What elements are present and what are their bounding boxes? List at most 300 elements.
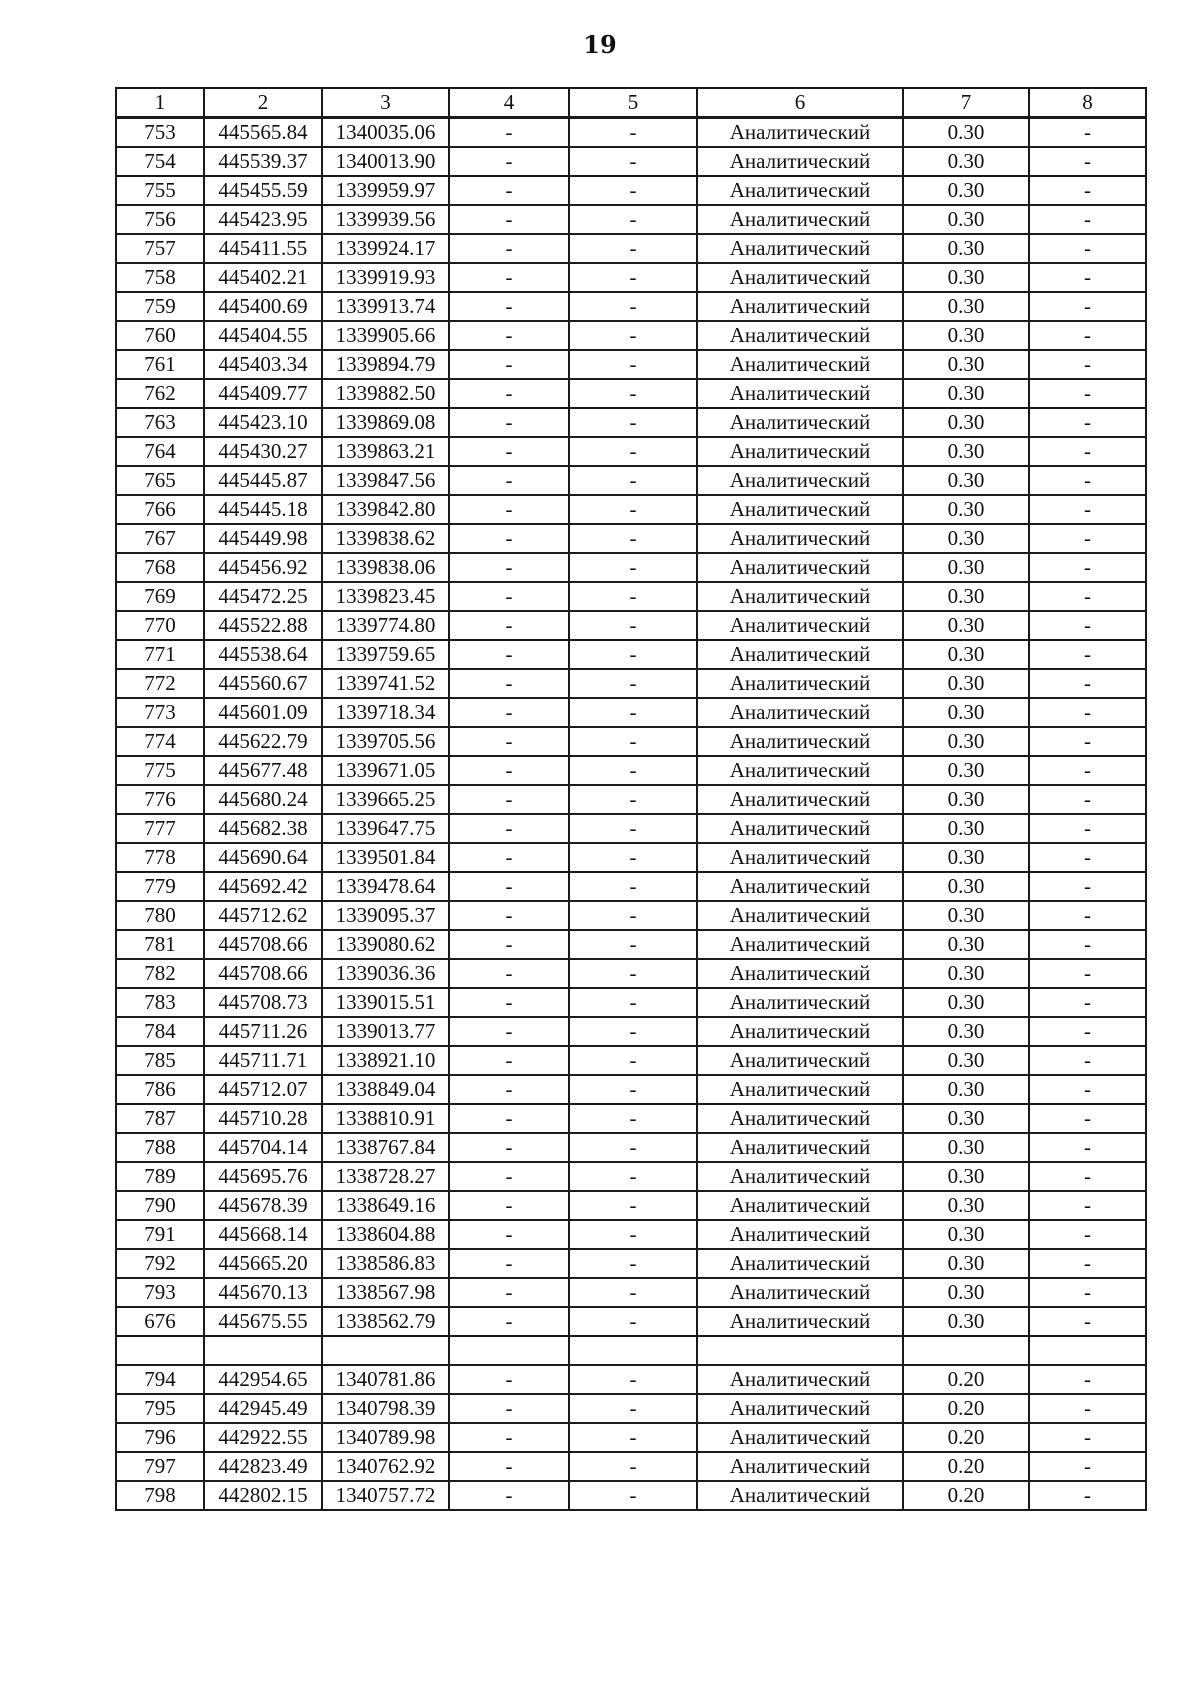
- col-4-cell: -: [449, 466, 569, 495]
- accuracy-cell: 0.20: [903, 1452, 1029, 1481]
- method-cell: Аналитический: [697, 147, 903, 176]
- col-8-cell: -: [1029, 756, 1146, 785]
- point-number: 789: [116, 1162, 204, 1191]
- accuracy-cell: 0.30: [903, 814, 1029, 843]
- coord-y: 1339036.36: [322, 959, 449, 988]
- coord-x: 445708.73: [204, 988, 322, 1017]
- coord-y: 1339478.64: [322, 872, 449, 901]
- accuracy-cell: 0.30: [903, 234, 1029, 263]
- table-row: [116, 1278, 1146, 1307]
- method-cell: Аналитический: [697, 1278, 903, 1307]
- col-4-cell: -: [449, 321, 569, 350]
- method-cell: Аналитический: [697, 930, 903, 959]
- table-row: [116, 553, 1146, 582]
- col-5-cell: [569, 1336, 697, 1365]
- point-number: 759: [116, 292, 204, 321]
- coord-x: 445692.42: [204, 872, 322, 901]
- coord-y: 1338849.04: [322, 1075, 449, 1104]
- col-4-cell: -: [449, 118, 569, 148]
- col-8-cell: -: [1029, 1365, 1146, 1394]
- accuracy-cell: 0.30: [903, 1046, 1029, 1075]
- accuracy-cell: 0.30: [903, 901, 1029, 930]
- col-4-cell: -: [449, 843, 569, 872]
- col-4-cell: -: [449, 814, 569, 843]
- point-number: 773: [116, 698, 204, 727]
- col-5-cell: -: [569, 205, 697, 234]
- coord-y: 1339080.62: [322, 930, 449, 959]
- col-8-cell: -: [1029, 1133, 1146, 1162]
- point-number: 676: [116, 1307, 204, 1336]
- table-row: [116, 872, 1146, 901]
- col-4-cell: -: [449, 176, 569, 205]
- col-4-cell: -: [449, 437, 569, 466]
- col-5-cell: -: [569, 321, 697, 350]
- col-5-cell: -: [569, 1307, 697, 1336]
- col-4-cell: -: [449, 901, 569, 930]
- accuracy-cell: 0.30: [903, 785, 1029, 814]
- col-5-cell: -: [569, 1162, 697, 1191]
- coord-x: 445560.67: [204, 669, 322, 698]
- method-cell: Аналитический: [697, 1220, 903, 1249]
- coord-x: 445430.27: [204, 437, 322, 466]
- point-number: [116, 1336, 204, 1365]
- col-8-cell: -: [1029, 727, 1146, 756]
- method-cell: Аналитический: [697, 1452, 903, 1481]
- col-5-cell: -: [569, 930, 697, 959]
- coord-y: 1338810.91: [322, 1104, 449, 1133]
- col-4-cell: -: [449, 263, 569, 292]
- method-cell: Аналитический: [697, 466, 903, 495]
- accuracy-cell: 0.30: [903, 611, 1029, 640]
- table-row: [116, 611, 1146, 640]
- coord-y: 1339863.21: [322, 437, 449, 466]
- col-5-cell: -: [569, 147, 697, 176]
- col-8-cell: -: [1029, 843, 1146, 872]
- point-number: 771: [116, 640, 204, 669]
- accuracy-cell: 0.30: [903, 437, 1029, 466]
- accuracy-cell: 0.30: [903, 118, 1029, 148]
- method-cell: Аналитический: [697, 785, 903, 814]
- col-5-cell: -: [569, 379, 697, 408]
- point-number: 796: [116, 1423, 204, 1452]
- table-row: [116, 1220, 1146, 1249]
- col-8-cell: -: [1029, 814, 1146, 843]
- col-4-cell: -: [449, 669, 569, 698]
- table-row: [116, 1481, 1146, 1510]
- method-cell: Аналитический: [697, 292, 903, 321]
- table-row: [116, 205, 1146, 234]
- table-row: [116, 1423, 1146, 1452]
- table-row: [116, 1133, 1146, 1162]
- col-4-cell: -: [449, 553, 569, 582]
- col-5-cell: -: [569, 350, 697, 379]
- method-cell: Аналитический: [697, 1365, 903, 1394]
- table-row: [116, 785, 1146, 814]
- coord-y: 1340035.06: [322, 118, 449, 148]
- table-row: [116, 1075, 1146, 1104]
- col-5-cell: -: [569, 1481, 697, 1510]
- method-cell: Аналитический: [697, 901, 903, 930]
- coord-y: 1340762.92: [322, 1452, 449, 1481]
- coord-x: 445711.71: [204, 1046, 322, 1075]
- coord-x: 445670.13: [204, 1278, 322, 1307]
- table-row: [116, 640, 1146, 669]
- coord-x: 442922.55: [204, 1423, 322, 1452]
- accuracy-cell: 0.30: [903, 350, 1029, 379]
- point-number: 783: [116, 988, 204, 1017]
- coord-x: 445708.66: [204, 959, 322, 988]
- table-row: [116, 147, 1146, 176]
- accuracy-cell: 0.30: [903, 988, 1029, 1017]
- coord-x: 445668.14: [204, 1220, 322, 1249]
- coord-x: 445445.87: [204, 466, 322, 495]
- coord-x: 445678.39: [204, 1191, 322, 1220]
- col-8-cell: -: [1029, 1423, 1146, 1452]
- coord-y: 1340757.72: [322, 1481, 449, 1510]
- method-cell: Аналитический: [697, 205, 903, 234]
- col-8-cell: -: [1029, 292, 1146, 321]
- col-4-cell: -: [449, 872, 569, 901]
- accuracy-cell: 0.30: [903, 843, 1029, 872]
- method-cell: Аналитический: [697, 379, 903, 408]
- coord-x: 442945.49: [204, 1394, 322, 1423]
- table-row: [116, 1046, 1146, 1075]
- col-5-cell: -: [569, 176, 697, 205]
- col-4-cell: -: [449, 959, 569, 988]
- point-number: 779: [116, 872, 204, 901]
- method-cell: Аналитический: [697, 176, 903, 205]
- coord-x: 445601.09: [204, 698, 322, 727]
- col-5-cell: -: [569, 640, 697, 669]
- method-cell: Аналитический: [697, 1423, 903, 1452]
- table-row: [116, 698, 1146, 727]
- col-8-cell: -: [1029, 437, 1146, 466]
- table-row: [116, 263, 1146, 292]
- accuracy-cell: 0.30: [903, 466, 1029, 495]
- method-cell: Аналитический: [697, 524, 903, 553]
- accuracy-cell: 0.30: [903, 408, 1029, 437]
- point-number: 757: [116, 234, 204, 263]
- point-number: 778: [116, 843, 204, 872]
- method-cell: Аналитический: [697, 408, 903, 437]
- coord-x: 445677.48: [204, 756, 322, 785]
- col-8-cell: -: [1029, 988, 1146, 1017]
- point-number: 782: [116, 959, 204, 988]
- coord-x: 442954.65: [204, 1365, 322, 1394]
- method-cell: Аналитический: [697, 1191, 903, 1220]
- col-5-cell: -: [569, 437, 697, 466]
- col-4-cell: -: [449, 234, 569, 263]
- col-4-cell: -: [449, 524, 569, 553]
- col-4-cell: -: [449, 1133, 569, 1162]
- col-8-cell: -: [1029, 1191, 1146, 1220]
- accuracy-cell: 0.30: [903, 669, 1029, 698]
- coord-x: [204, 1336, 322, 1365]
- point-number: 780: [116, 901, 204, 930]
- point-number: 761: [116, 350, 204, 379]
- method-cell: Аналитический: [697, 234, 903, 263]
- col-5-cell: -: [569, 263, 697, 292]
- coord-x: 442802.15: [204, 1481, 322, 1510]
- table-body: [116, 118, 1146, 1511]
- accuracy-cell: 0.30: [903, 1104, 1029, 1133]
- coord-y: 1339959.97: [322, 176, 449, 205]
- col-5-cell: -: [569, 553, 697, 582]
- accuracy-cell: 0.30: [903, 321, 1029, 350]
- coord-y: 1339838.62: [322, 524, 449, 553]
- method-cell: Аналитический: [697, 1249, 903, 1278]
- col-4-cell: -: [449, 1365, 569, 1394]
- accuracy-cell: 0.30: [903, 176, 1029, 205]
- col-5-cell: -: [569, 495, 697, 524]
- coord-x: 445695.76: [204, 1162, 322, 1191]
- coord-x: 445455.59: [204, 176, 322, 205]
- col-5-cell: -: [569, 1394, 697, 1423]
- table-header: [116, 88, 1146, 118]
- col-4-cell: -: [449, 988, 569, 1017]
- coord-y: 1339919.93: [322, 263, 449, 292]
- method-cell: Аналитический: [697, 118, 903, 148]
- method-cell: Аналитический: [697, 611, 903, 640]
- col-5-cell: -: [569, 524, 697, 553]
- column-header: 1: [116, 88, 204, 118]
- accuracy-cell: 0.30: [903, 1191, 1029, 1220]
- accuracy-cell: 0.30: [903, 640, 1029, 669]
- col-8-cell: -: [1029, 1162, 1146, 1191]
- col-8-cell: -: [1029, 959, 1146, 988]
- accuracy-cell: 0.30: [903, 1220, 1029, 1249]
- coord-y: 1338728.27: [322, 1162, 449, 1191]
- col-5-cell: -: [569, 843, 697, 872]
- table-row: [116, 959, 1146, 988]
- method-cell: Аналитический: [697, 959, 903, 988]
- point-number: 772: [116, 669, 204, 698]
- coord-y: 1339718.34: [322, 698, 449, 727]
- method-cell: Аналитический: [697, 437, 903, 466]
- col-8-cell: -: [1029, 669, 1146, 698]
- column-header: 4: [449, 88, 569, 118]
- col-4-cell: -: [449, 582, 569, 611]
- coord-x: 445411.55: [204, 234, 322, 263]
- col-4-cell: -: [449, 727, 569, 756]
- coord-x: 445690.64: [204, 843, 322, 872]
- column-header: 7: [903, 88, 1029, 118]
- coord-x: 445708.66: [204, 930, 322, 959]
- point-number: 770: [116, 611, 204, 640]
- coord-x: 445712.07: [204, 1075, 322, 1104]
- col-5-cell: -: [569, 118, 697, 148]
- coord-y: 1339759.65: [322, 640, 449, 669]
- coord-x: 445456.92: [204, 553, 322, 582]
- col-8-cell: [1029, 1336, 1146, 1365]
- col-5-cell: -: [569, 611, 697, 640]
- col-5-cell: -: [569, 1075, 697, 1104]
- col-4-cell: -: [449, 1307, 569, 1336]
- coord-x: 445403.34: [204, 350, 322, 379]
- table-row: [116, 1394, 1146, 1423]
- point-number: 781: [116, 930, 204, 959]
- col-5-cell: -: [569, 408, 697, 437]
- method-cell: Аналитический: [697, 1394, 903, 1423]
- point-number: 760: [116, 321, 204, 350]
- col-8-cell: -: [1029, 698, 1146, 727]
- method-cell: Аналитический: [697, 350, 903, 379]
- point-number: 764: [116, 437, 204, 466]
- col-4-cell: -: [449, 1394, 569, 1423]
- coord-x: 445704.14: [204, 1133, 322, 1162]
- col-4-cell: -: [449, 1017, 569, 1046]
- accuracy-cell: 0.20: [903, 1423, 1029, 1452]
- col-8-cell: -: [1029, 611, 1146, 640]
- table-row: [116, 1249, 1146, 1278]
- column-header: 3: [322, 88, 449, 118]
- coord-y: 1338562.79: [322, 1307, 449, 1336]
- coord-y: 1339665.25: [322, 785, 449, 814]
- coord-y: 1340013.90: [322, 147, 449, 176]
- table-row: [116, 234, 1146, 263]
- accuracy-cell: 0.20: [903, 1394, 1029, 1423]
- point-number: 787: [116, 1104, 204, 1133]
- col-8-cell: -: [1029, 118, 1146, 148]
- column-header: 6: [697, 88, 903, 118]
- accuracy-cell: 0.30: [903, 1278, 1029, 1307]
- column-header: 8: [1029, 88, 1146, 118]
- coord-x: 445445.18: [204, 495, 322, 524]
- coord-y: 1339924.17: [322, 234, 449, 263]
- point-number: 753: [116, 118, 204, 148]
- col-4-cell: [449, 1336, 569, 1365]
- col-4-cell: -: [449, 147, 569, 176]
- col-8-cell: -: [1029, 234, 1146, 263]
- col-4-cell: -: [449, 1452, 569, 1481]
- col-4-cell: -: [449, 1249, 569, 1278]
- col-5-cell: -: [569, 988, 697, 1017]
- coord-y: 1339501.84: [322, 843, 449, 872]
- col-8-cell: -: [1029, 1075, 1146, 1104]
- coord-y: 1339913.74: [322, 292, 449, 321]
- method-cell: Аналитический: [697, 1481, 903, 1510]
- accuracy-cell: 0.30: [903, 1307, 1029, 1336]
- coord-y: 1339774.80: [322, 611, 449, 640]
- coord-y: 1339647.75: [322, 814, 449, 843]
- method-cell: Аналитический: [697, 1133, 903, 1162]
- col-5-cell: -: [569, 872, 697, 901]
- point-number: 768: [116, 553, 204, 582]
- coord-y: 1339894.79: [322, 350, 449, 379]
- coord-x: 445472.25: [204, 582, 322, 611]
- col-5-cell: -: [569, 1278, 697, 1307]
- col-8-cell: -: [1029, 495, 1146, 524]
- method-cell: Аналитический: [697, 843, 903, 872]
- col-4-cell: -: [449, 1481, 569, 1510]
- table-row: [116, 466, 1146, 495]
- point-number: 769: [116, 582, 204, 611]
- col-5-cell: -: [569, 582, 697, 611]
- method-cell: Аналитический: [697, 495, 903, 524]
- table-row: [116, 901, 1146, 930]
- col-4-cell: -: [449, 640, 569, 669]
- col-5-cell: -: [569, 1249, 697, 1278]
- col-5-cell: -: [569, 466, 697, 495]
- col-8-cell: -: [1029, 524, 1146, 553]
- col-5-cell: -: [569, 669, 697, 698]
- point-number: 784: [116, 1017, 204, 1046]
- col-8-cell: -: [1029, 930, 1146, 959]
- col-8-cell: -: [1029, 379, 1146, 408]
- col-5-cell: -: [569, 1423, 697, 1452]
- col-5-cell: -: [569, 901, 697, 930]
- col-5-cell: -: [569, 959, 697, 988]
- point-number: 766: [116, 495, 204, 524]
- coord-x: 445538.64: [204, 640, 322, 669]
- col-4-cell: -: [449, 292, 569, 321]
- col-5-cell: -: [569, 814, 697, 843]
- accuracy-cell: 0.30: [903, 1249, 1029, 1278]
- point-number: 758: [116, 263, 204, 292]
- method-cell: Аналитический: [697, 1104, 903, 1133]
- point-number: 788: [116, 1133, 204, 1162]
- coord-x: 442823.49: [204, 1452, 322, 1481]
- coord-x: 445680.24: [204, 785, 322, 814]
- point-number: 785: [116, 1046, 204, 1075]
- accuracy-cell: 0.30: [903, 263, 1029, 292]
- table-row: [116, 727, 1146, 756]
- point-number: 774: [116, 727, 204, 756]
- col-4-cell: -: [449, 930, 569, 959]
- coord-y: 1338649.16: [322, 1191, 449, 1220]
- point-number: 786: [116, 1075, 204, 1104]
- col-4-cell: -: [449, 350, 569, 379]
- point-number: 763: [116, 408, 204, 437]
- table-row: [116, 814, 1146, 843]
- method-cell: Аналитический: [697, 872, 903, 901]
- accuracy-cell: 0.30: [903, 292, 1029, 321]
- table-row: [116, 1365, 1146, 1394]
- coord-x: 445402.21: [204, 263, 322, 292]
- coord-x: 445539.37: [204, 147, 322, 176]
- method-cell: Аналитический: [697, 1075, 903, 1104]
- col-4-cell: -: [449, 698, 569, 727]
- col-4-cell: -: [449, 1423, 569, 1452]
- coord-y: 1338921.10: [322, 1046, 449, 1075]
- col-8-cell: -: [1029, 263, 1146, 292]
- coord-y: 1340781.86: [322, 1365, 449, 1394]
- col-4-cell: -: [449, 1075, 569, 1104]
- coord-y: 1340798.39: [322, 1394, 449, 1423]
- coord-x: 445409.77: [204, 379, 322, 408]
- method-cell: Аналитический: [697, 582, 903, 611]
- table-row: [116, 756, 1146, 785]
- col-5-cell: -: [569, 698, 697, 727]
- coord-x: 445711.26: [204, 1017, 322, 1046]
- col-5-cell: -: [569, 1191, 697, 1220]
- coord-y: 1339823.45: [322, 582, 449, 611]
- col-5-cell: -: [569, 1017, 697, 1046]
- method-cell: Аналитический: [697, 756, 903, 785]
- point-number: 776: [116, 785, 204, 814]
- point-number: 775: [116, 756, 204, 785]
- point-number: 756: [116, 205, 204, 234]
- col-5-cell: -: [569, 1046, 697, 1075]
- col-4-cell: -: [449, 1162, 569, 1191]
- col-4-cell: -: [449, 1046, 569, 1075]
- coord-y: 1339741.52: [322, 669, 449, 698]
- accuracy-cell: 0.30: [903, 1162, 1029, 1191]
- coord-y: 1339838.06: [322, 553, 449, 582]
- accuracy-cell: 0.30: [903, 379, 1029, 408]
- col-8-cell: -: [1029, 176, 1146, 205]
- col-5-cell: -: [569, 1133, 697, 1162]
